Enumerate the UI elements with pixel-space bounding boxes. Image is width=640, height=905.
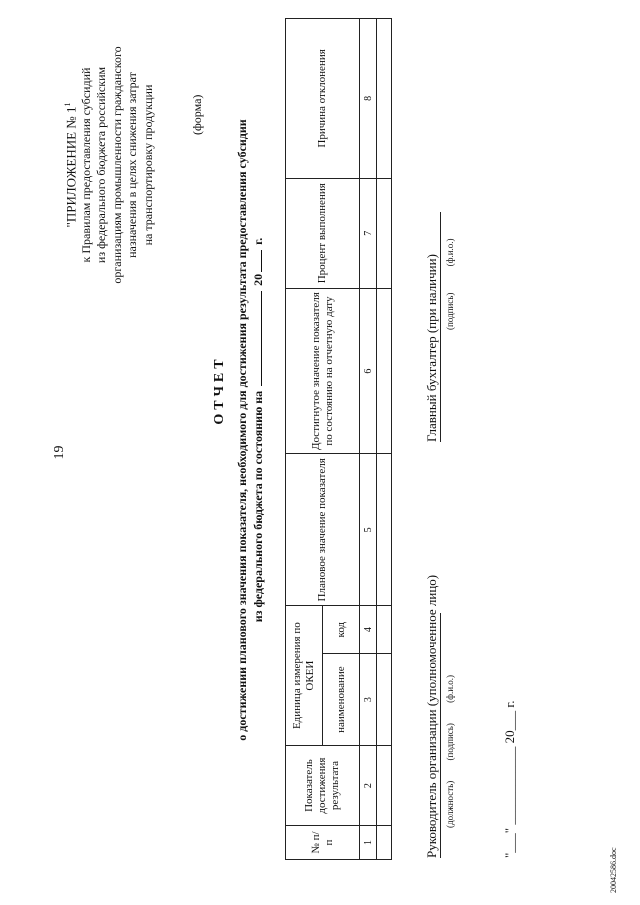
report-subtitle-line1: о достижении планового значения показателя, необходимого для достижения результата предоставления субсидии — [235, 119, 249, 741]
header-unit-code: код — [323, 606, 360, 654]
column-number: 8 — [360, 19, 377, 179]
head-signature-line — [440, 613, 441, 858]
head-signature-captions — [445, 628, 455, 828]
column-number: 2 — [360, 746, 377, 826]
header-indicator: Показатель достижения результата — [286, 746, 360, 826]
table-cell — [377, 19, 392, 179]
form-label: (форма) — [190, 94, 204, 135]
table-row — [377, 19, 392, 860]
head-signature-label: Руководитель организации (уполномоченное лицо) — [424, 574, 439, 858]
report-subtitle — [234, 15, 266, 845]
appendix-line: к Правилам предоставления субсидий — [78, 67, 93, 263]
table-cell — [377, 178, 392, 288]
header-reason: Причина отклонения — [286, 19, 360, 179]
report-table — [285, 18, 392, 860]
accountant-signature-captions — [445, 130, 455, 330]
column-number-row — [360, 19, 377, 860]
header-unit-group: Единица измерения по ОКЕИ — [286, 606, 323, 746]
appendix-title: "ПРИЛОЖЕНИЕ № $1^1$ — [63, 102, 79, 228]
table-cell — [377, 454, 392, 606]
header-plan-value: Плановое значение показателя — [286, 454, 360, 606]
table-cell — [377, 606, 392, 654]
date-line: "___" ____________ 20___ г. — [502, 700, 517, 858]
head-caption-signature: (подпись) — [445, 723, 455, 761]
appendix-line: организациям промышленности гражданского — [109, 46, 124, 284]
table-cell — [377, 654, 392, 746]
appendix-line: на транспортировку продукции — [140, 84, 155, 246]
report-title: ОТЧЕТ — [212, 355, 227, 425]
header-number: № п/п — [286, 826, 360, 860]
appendix-line: из федерального бюджета российским — [94, 66, 109, 264]
document-id: 20042586.doc — [609, 847, 618, 893]
column-number: 4 — [360, 606, 377, 654]
header-achieved-value: Достигнутое значение показателя по состоянию на отчетную дату — [286, 288, 360, 454]
accountant-signature-label: Главный бухгалтер (при наличии) — [424, 254, 439, 442]
report-subtitle-line2: из федерального бюджета по состоянию на 20 г. — [251, 237, 265, 623]
column-number: 5 — [360, 454, 377, 606]
appendix-line: назначения в целях снижения затрат — [125, 72, 140, 258]
column-number: 1 — [360, 826, 377, 860]
appendix-header — [60, 15, 156, 315]
appendix-title-superscript: 1 — [63, 102, 72, 107]
column-number: 6 — [360, 288, 377, 454]
date-blank — [251, 291, 262, 386]
column-number: 7 — [360, 178, 377, 288]
head-caption-position: (должность) — [445, 780, 455, 828]
table-cell — [377, 746, 392, 826]
column-number: 3 — [360, 654, 377, 746]
accountant-caption-signature: (подпись) — [445, 292, 455, 330]
year-blank — [251, 250, 262, 272]
header-unit-name: наименование — [323, 654, 360, 746]
head-caption-name: (ф.и.о.) — [445, 674, 455, 703]
accountant-signature-line — [440, 212, 441, 442]
page-number: 19 — [52, 445, 67, 460]
table-cell — [377, 826, 392, 860]
accountant-caption-name: (ф.и.о.) — [445, 238, 455, 267]
header-percent: Процент выполнения — [286, 178, 360, 288]
table-cell — [377, 288, 392, 454]
